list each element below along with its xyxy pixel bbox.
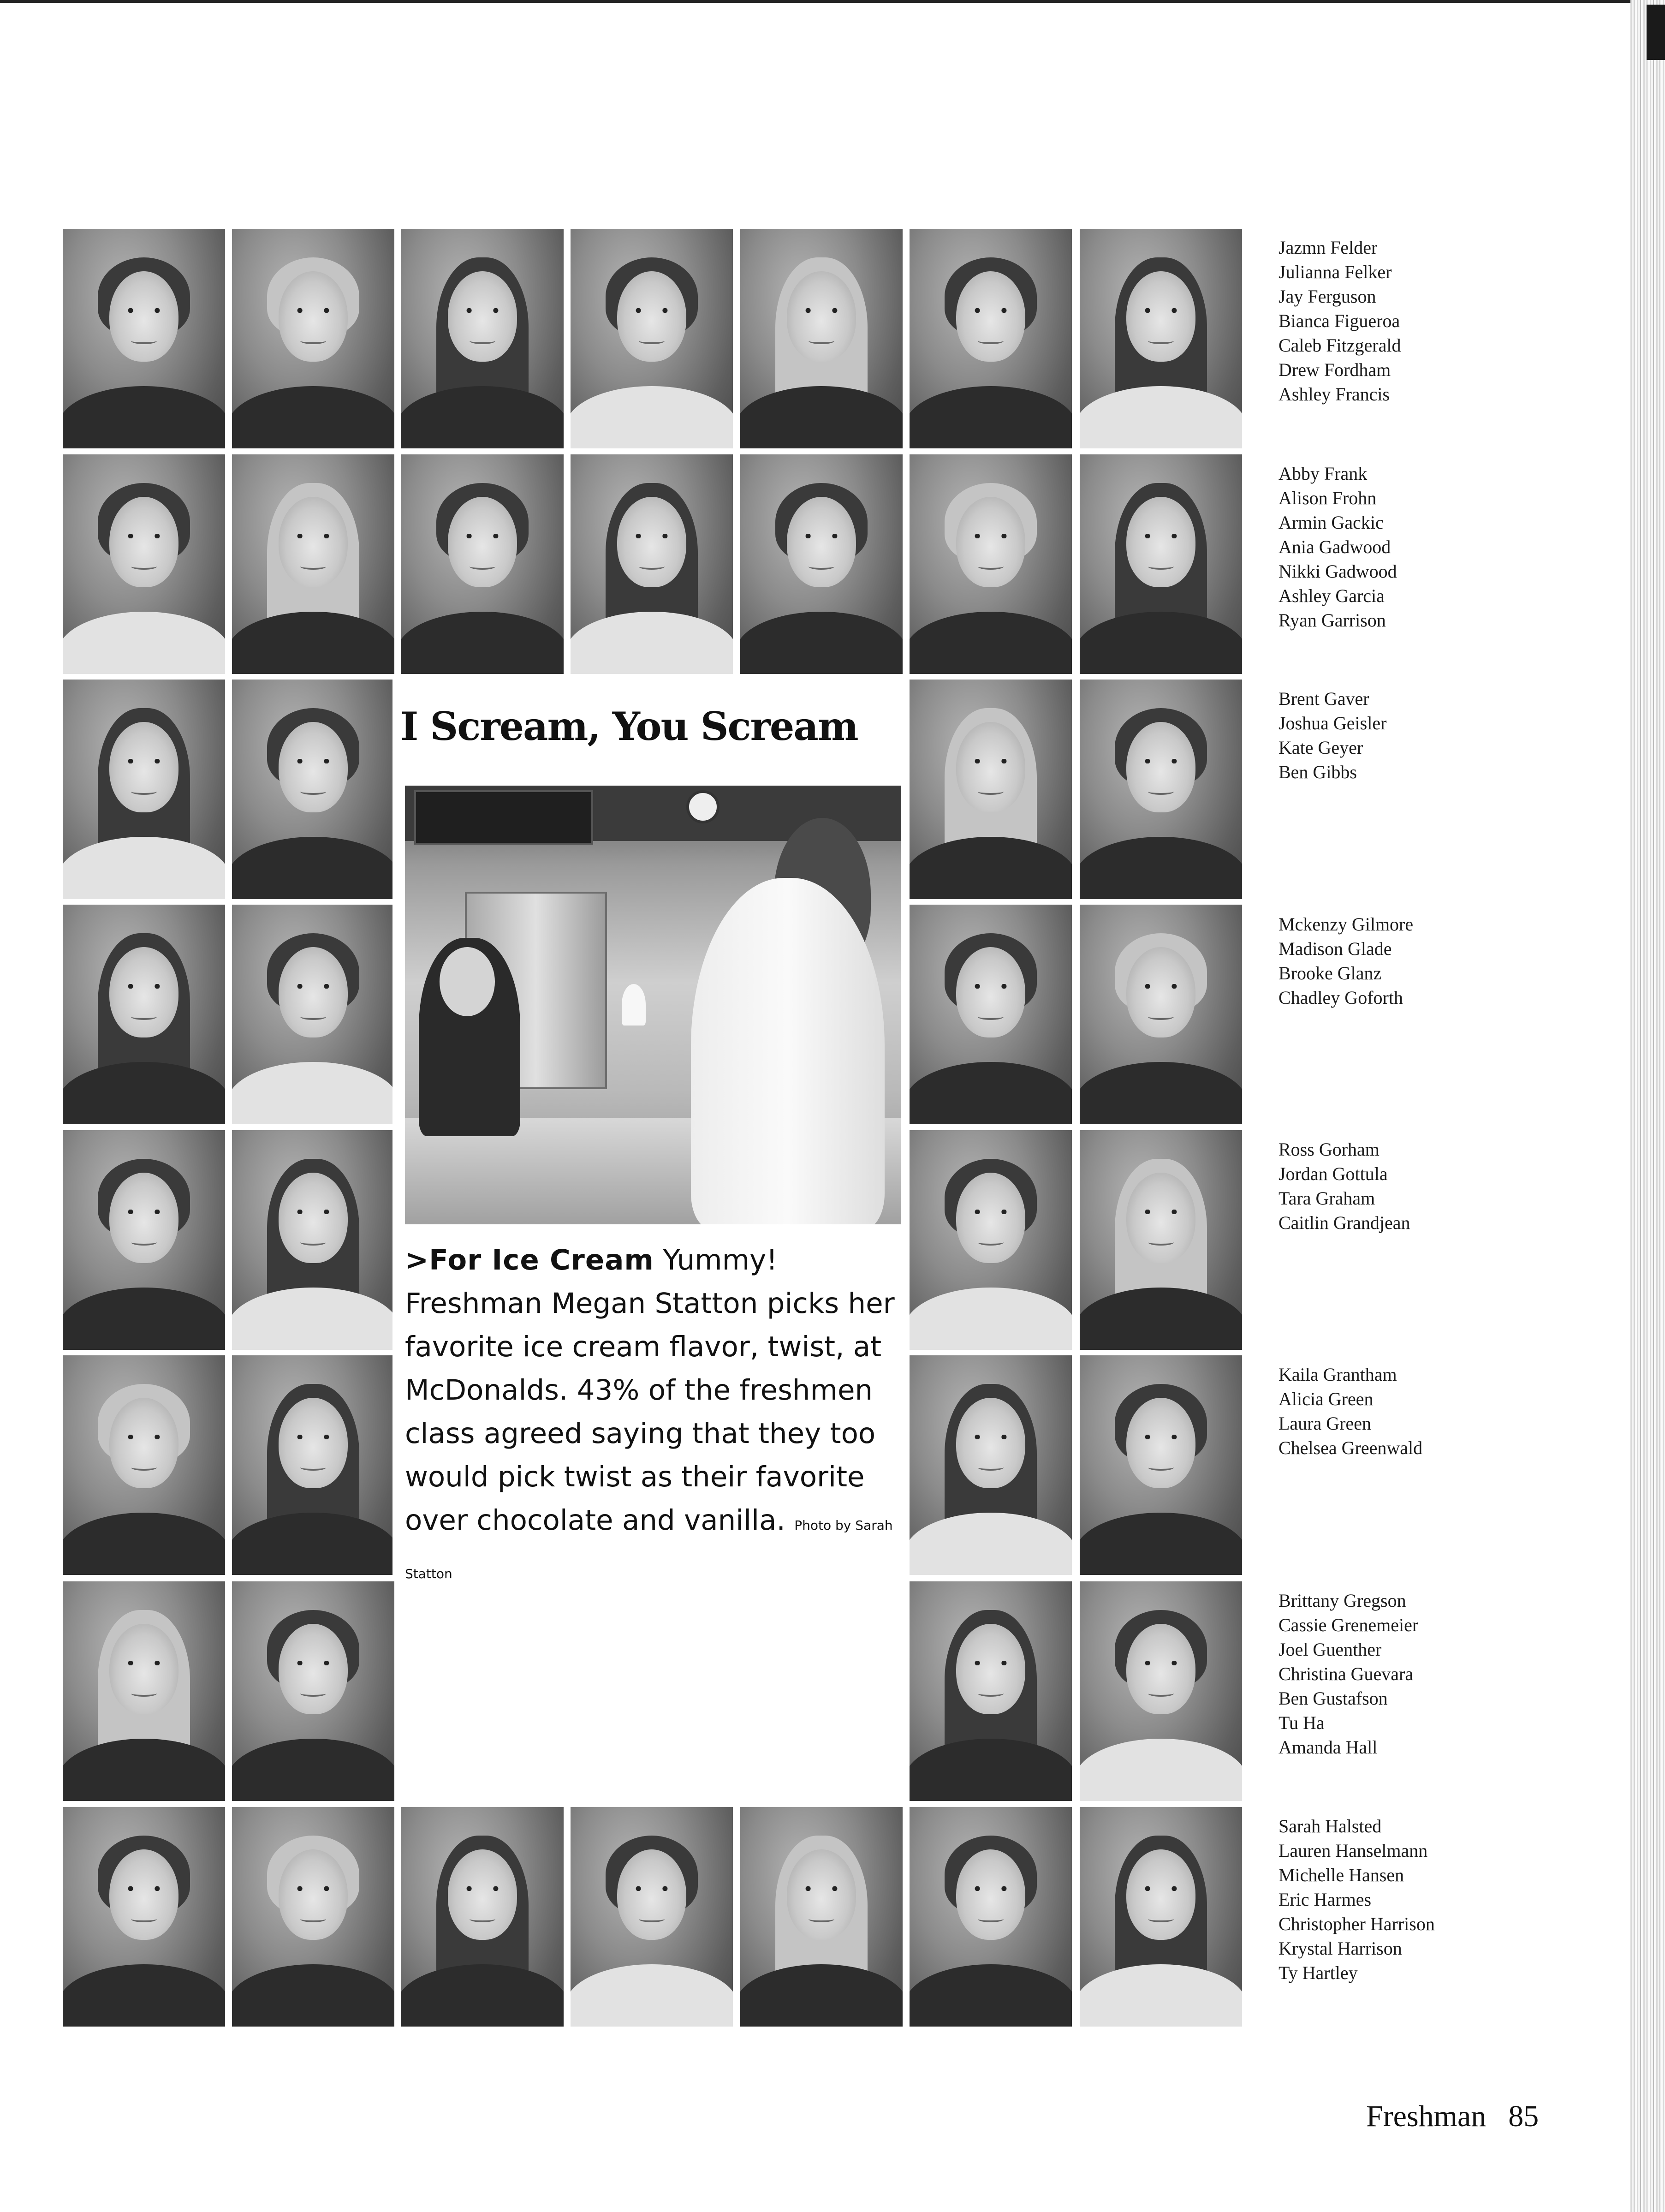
portrait-shoulders — [232, 1288, 394, 1350]
portrait-shoulders — [63, 1062, 225, 1124]
portrait-eyes — [296, 759, 331, 763]
portrait-head — [1126, 271, 1195, 362]
portrait-head — [1126, 1398, 1195, 1488]
student-portrait — [1080, 1130, 1242, 1350]
student-portrait — [232, 1130, 394, 1350]
portrait-eyes — [465, 534, 500, 538]
student-name: Kate Geyer — [1278, 737, 1363, 758]
student-name: Krystal Harrison — [1278, 1938, 1402, 1959]
portrait-smile — [300, 563, 326, 570]
name-list — [1278, 1588, 1537, 1759]
portrait-head — [1126, 497, 1195, 587]
portrait-head — [448, 271, 517, 362]
portrait-eyes — [126, 534, 161, 538]
portrait-head — [279, 497, 348, 587]
portrait-eyes — [973, 534, 1008, 538]
portrait-smile — [1148, 1916, 1174, 1922]
portrait-head — [956, 1624, 1025, 1714]
portrait-smile — [1148, 1690, 1174, 1697]
student-name: Joel Guenther — [1278, 1639, 1382, 1660]
portrait-head — [109, 947, 178, 1037]
portrait-shoulders — [63, 1739, 225, 1801]
photo-credit: Photo by Sarah Statton — [405, 1518, 893, 1581]
portrait-shoulders — [571, 1964, 733, 2027]
student-name: Alicia Green — [1278, 1389, 1374, 1409]
student-name: Nikki Gadwood — [1278, 561, 1397, 582]
student-name: Michelle Hansen — [1278, 1865, 1404, 1885]
portrait-head — [956, 1849, 1025, 1940]
student-name: Laura Green — [1278, 1413, 1371, 1434]
name-list — [1278, 912, 1537, 1010]
student-portrait — [232, 229, 394, 448]
portrait-shoulders — [63, 837, 225, 899]
feature-caption — [405, 1239, 901, 1596]
student-portrait — [910, 680, 1072, 899]
portrait-eyes — [126, 1661, 161, 1665]
portrait-smile — [1148, 338, 1174, 344]
student-name: Abby Frank — [1278, 463, 1368, 484]
portrait-eyes — [804, 308, 839, 313]
portrait-head — [109, 1849, 178, 1940]
student-name: Chadley Goforth — [1278, 987, 1403, 1008]
portrait-smile — [470, 563, 495, 570]
portrait-shoulders — [740, 612, 903, 674]
student-name: Mckenzy Gilmore — [1278, 914, 1414, 935]
portrait-eyes — [1143, 984, 1178, 989]
portrait-eyes — [634, 1886, 669, 1891]
page-edge — [1630, 0, 1665, 2212]
portrait-eyes — [296, 1210, 331, 1214]
portrait-shoulders — [1080, 386, 1242, 448]
portrait-head — [1126, 1173, 1195, 1263]
portrait-eyes — [126, 1210, 161, 1214]
student-portrait — [740, 1807, 903, 2027]
portrait-shoulders — [401, 1964, 564, 2027]
portrait-shoulders — [232, 1513, 394, 1575]
student-portrait — [910, 1581, 1072, 1801]
portrait-smile — [809, 563, 834, 570]
portrait-eyes — [804, 1886, 839, 1891]
portrait-head — [1126, 1849, 1195, 1940]
student-portrait — [910, 454, 1072, 674]
portrait-smile — [1148, 563, 1174, 570]
portrait-eyes — [634, 308, 669, 313]
portrait-shoulders — [571, 386, 733, 448]
portrait-smile — [131, 1690, 157, 1697]
photo-worker-face — [440, 947, 495, 1016]
portrait-smile — [300, 1464, 326, 1471]
student-portrait — [63, 905, 225, 1124]
student-name: Cassie Grenemeier — [1278, 1615, 1419, 1635]
portrait-head — [1126, 947, 1195, 1037]
caption-lead: >For Ice Cream — [405, 1244, 654, 1276]
student-name: Jordan Gottula — [1278, 1163, 1388, 1184]
student-name: Kaila Grantham — [1278, 1364, 1397, 1385]
portrait-smile — [300, 338, 326, 344]
student-portrait — [1080, 1807, 1242, 2027]
portrait-eyes — [1143, 1210, 1178, 1214]
portrait-shoulders — [232, 1739, 394, 1801]
name-list — [1278, 235, 1537, 406]
portrait-eyes — [465, 308, 500, 313]
portrait-shoulders — [910, 1288, 1072, 1350]
portrait-eyes — [126, 1886, 161, 1891]
student-name: Joshua Geisler — [1278, 713, 1387, 733]
student-portrait — [401, 454, 564, 674]
student-name: Christopher Harrison — [1278, 1914, 1435, 1934]
portrait-eyes — [1143, 534, 1178, 538]
portrait-smile — [300, 1239, 326, 1246]
top-rule — [0, 0, 1633, 3]
feature-box — [392, 676, 905, 1581]
portrait-head — [956, 1173, 1025, 1263]
portrait-head — [109, 722, 178, 812]
portrait-shoulders — [910, 1062, 1072, 1124]
portrait-shoulders — [1080, 1288, 1242, 1350]
portrait-shoulders — [63, 1513, 225, 1575]
student-portrait — [63, 680, 225, 899]
student-portrait — [910, 1807, 1072, 2027]
student-portrait — [232, 1807, 394, 2027]
portrait-shoulders — [232, 837, 394, 899]
student-name: Ty Hartley — [1278, 1962, 1358, 1983]
student-name: Ryan Garrison — [1278, 610, 1386, 631]
portrait-smile — [639, 338, 665, 344]
portrait-shoulders — [1080, 612, 1242, 674]
portrait-smile — [978, 1464, 1004, 1471]
portrait-smile — [131, 1464, 157, 1471]
portrait-eyes — [1143, 1435, 1178, 1439]
student-name: Ross Gorham — [1278, 1139, 1380, 1160]
portrait-smile — [978, 788, 1004, 795]
student-portrait — [1080, 454, 1242, 674]
portrait-shoulders — [401, 386, 564, 448]
student-name: Brooke Glanz — [1278, 963, 1382, 984]
portrait-shoulders — [401, 612, 564, 674]
student-name: Ben Gibbs — [1278, 762, 1357, 782]
portrait-smile — [978, 1239, 1004, 1246]
portrait-smile — [639, 563, 665, 570]
student-portrait — [232, 454, 394, 674]
portrait-eyes — [126, 1435, 161, 1439]
student-portrait — [740, 229, 903, 448]
student-portrait — [232, 1355, 394, 1575]
student-portrait — [1080, 905, 1242, 1124]
student-portrait — [571, 454, 733, 674]
portrait-eyes — [1143, 1886, 1178, 1891]
portrait-head — [1126, 1624, 1195, 1714]
portrait-eyes — [973, 1661, 1008, 1665]
portrait-head — [279, 947, 348, 1037]
student-name: Armin Gackic — [1278, 512, 1384, 533]
student-name: Brittany Gregson — [1278, 1590, 1406, 1611]
portrait-head — [279, 722, 348, 812]
student-portrait — [1080, 680, 1242, 899]
portrait-smile — [470, 1916, 495, 1922]
portrait-eyes — [634, 534, 669, 538]
portrait-shoulders — [63, 612, 225, 674]
portrait-eyes — [465, 1886, 500, 1891]
student-portrait — [232, 680, 394, 899]
student-name: Chelsea Greenwald — [1278, 1437, 1423, 1458]
portrait-head — [787, 271, 856, 362]
portrait-smile — [300, 1916, 326, 1922]
portrait-head — [787, 497, 856, 587]
student-name: Drew Fordham — [1278, 359, 1391, 380]
portrait-head — [448, 1849, 517, 1940]
portrait-eyes — [1143, 308, 1178, 313]
student-name: Caitlin Grandjean — [1278, 1212, 1410, 1233]
portrait-shoulders — [232, 386, 394, 448]
student-name: Jay Ferguson — [1278, 286, 1376, 307]
portrait-eyes — [973, 1886, 1008, 1891]
portrait-shoulders — [910, 837, 1072, 899]
portrait-shoulders — [571, 612, 733, 674]
portrait-smile — [131, 338, 157, 344]
portrait-eyes — [973, 1210, 1008, 1214]
student-name: Ashley Francis — [1278, 384, 1390, 405]
portrait-head — [617, 271, 686, 362]
student-portrait — [910, 229, 1072, 448]
portrait-smile — [639, 1916, 665, 1922]
portrait-eyes — [804, 534, 839, 538]
portrait-smile — [131, 1014, 157, 1020]
photo-customer — [691, 878, 885, 1224]
portrait-shoulders — [910, 1964, 1072, 2027]
portrait-eyes — [296, 984, 331, 989]
portrait-smile — [131, 563, 157, 570]
photo-clock — [686, 790, 720, 823]
folio — [1366, 2099, 1539, 2134]
portrait-head — [956, 497, 1025, 587]
student-portrait — [63, 1807, 225, 2027]
name-list — [1278, 1362, 1537, 1460]
student-portrait — [63, 1581, 225, 1801]
portrait-smile — [1148, 1464, 1174, 1471]
student-name: Christina Guevara — [1278, 1663, 1414, 1684]
page-number: 85 — [1508, 2099, 1539, 2133]
student-name: Tara Graham — [1278, 1188, 1375, 1209]
student-portrait — [910, 1355, 1072, 1575]
student-name: Lauren Hanselmann — [1278, 1840, 1428, 1861]
photo-menu-board — [414, 790, 593, 845]
name-list — [1278, 1137, 1537, 1235]
portrait-head — [617, 1849, 686, 1940]
portrait-eyes — [296, 308, 331, 313]
student-portrait — [63, 1355, 225, 1575]
student-name: Ania Gadwood — [1278, 537, 1391, 557]
student-portrait — [232, 1581, 394, 1801]
student-portrait — [740, 454, 903, 674]
photo-ice-cream-cone — [622, 984, 646, 1026]
portrait-smile — [978, 563, 1004, 570]
student-name: Brent Gaver — [1278, 688, 1369, 709]
portrait-head — [109, 497, 178, 587]
portrait-head — [109, 1398, 178, 1488]
portrait-head — [956, 1398, 1025, 1488]
portrait-smile — [300, 1014, 326, 1020]
portrait-shoulders — [910, 612, 1072, 674]
portrait-shoulders — [910, 1513, 1072, 1575]
portrait-shoulders — [63, 1964, 225, 2027]
portrait-head — [279, 1849, 348, 1940]
portrait-head — [787, 1849, 856, 1940]
portrait-shoulders — [740, 1964, 903, 2027]
portrait-shoulders — [740, 386, 903, 448]
portrait-head — [279, 1173, 348, 1263]
student-name: Bianca Figueroa — [1278, 310, 1400, 331]
portrait-smile — [809, 1916, 834, 1922]
student-name: Ashley Garcia — [1278, 585, 1385, 606]
student-portrait — [401, 229, 564, 448]
portrait-eyes — [973, 759, 1008, 763]
portrait-head — [279, 1624, 348, 1714]
portrait-eyes — [126, 984, 161, 989]
portrait-eyes — [973, 984, 1008, 989]
portrait-smile — [978, 1916, 1004, 1922]
portrait-eyes — [296, 1886, 331, 1891]
feature-title: I Scream, You Scream — [400, 704, 858, 749]
portrait-head — [1126, 722, 1195, 812]
portrait-shoulders — [63, 386, 225, 448]
portrait-eyes — [973, 308, 1008, 313]
student-portrait — [910, 1130, 1072, 1350]
portrait-shoulders — [1080, 1739, 1242, 1801]
portrait-smile — [1148, 1239, 1174, 1246]
student-portrait — [63, 1130, 225, 1350]
student-name: Ben Gustafson — [1278, 1688, 1388, 1709]
portrait-eyes — [1143, 759, 1178, 763]
student-name: Alison Frohn — [1278, 488, 1377, 508]
portrait-smile — [131, 788, 157, 795]
portrait-eyes — [126, 308, 161, 313]
portrait-smile — [300, 1690, 326, 1697]
feature-photo — [405, 786, 901, 1224]
student-portrait — [401, 1807, 564, 2027]
student-portrait — [232, 905, 394, 1124]
student-portrait — [1080, 1581, 1242, 1801]
portrait-eyes — [296, 534, 331, 538]
student-name: Amanda Hall — [1278, 1737, 1378, 1758]
portrait-head — [279, 1398, 348, 1488]
name-list — [1278, 461, 1537, 632]
page-edge-mark — [1647, 5, 1665, 60]
portrait-shoulders — [1080, 1964, 1242, 2027]
portrait-shoulders — [1080, 1513, 1242, 1575]
student-name: Sarah Halsted — [1278, 1816, 1382, 1836]
portrait-shoulders — [232, 1964, 394, 2027]
student-portrait — [571, 229, 733, 448]
caption-body: Yummy! Freshman Megan Statton picks her favorite ice cream flavor, twist, at McDonalds. 43% of the freshmen class agreed saying that they too would pick twist as their favorite over chocolate and vanilla. — [405, 1244, 895, 1537]
student-portrait — [571, 1807, 733, 2027]
portrait-shoulders — [63, 1288, 225, 1350]
student-name: Tu Ha — [1278, 1712, 1325, 1733]
portrait-head — [279, 271, 348, 362]
folio-section: Freshman — [1366, 2099, 1487, 2133]
portrait-head — [448, 497, 517, 587]
name-list — [1278, 1814, 1537, 1985]
student-portrait — [63, 229, 225, 448]
portrait-smile — [978, 1014, 1004, 1020]
student-portrait — [63, 454, 225, 674]
student-name: Eric Harmes — [1278, 1889, 1372, 1910]
student-portrait — [910, 905, 1072, 1124]
portrait-eyes — [296, 1435, 331, 1439]
portrait-smile — [131, 1916, 157, 1922]
student-portrait — [1080, 229, 1242, 448]
portrait-smile — [978, 1690, 1004, 1697]
student-name: Caleb Fitzgerald — [1278, 335, 1401, 356]
portrait-head — [109, 271, 178, 362]
portrait-shoulders — [232, 1062, 394, 1124]
portrait-eyes — [126, 759, 161, 763]
portrait-eyes — [973, 1435, 1008, 1439]
portrait-smile — [131, 1239, 157, 1246]
portrait-smile — [809, 338, 834, 344]
portrait-shoulders — [232, 612, 394, 674]
portrait-head — [956, 722, 1025, 812]
portrait-smile — [1148, 788, 1174, 795]
portrait-shoulders — [910, 1739, 1072, 1801]
portrait-smile — [978, 338, 1004, 344]
name-list — [1278, 686, 1537, 784]
portrait-smile — [1148, 1014, 1174, 1020]
portrait-head — [956, 271, 1025, 362]
portrait-shoulders — [1080, 837, 1242, 899]
portrait-shoulders — [910, 386, 1072, 448]
portrait-head — [109, 1173, 178, 1263]
portrait-head — [617, 497, 686, 587]
portrait-smile — [300, 788, 326, 795]
portrait-eyes — [296, 1661, 331, 1665]
portrait-head — [956, 947, 1025, 1037]
student-name: Julianna Felker — [1278, 262, 1392, 282]
portrait-eyes — [1143, 1661, 1178, 1665]
student-name: Madison Glade — [1278, 938, 1392, 959]
portrait-shoulders — [1080, 1062, 1242, 1124]
student-portrait — [1080, 1355, 1242, 1575]
portrait-smile — [470, 338, 495, 344]
student-name: Jazmn Felder — [1278, 237, 1378, 258]
portrait-head — [109, 1624, 178, 1714]
